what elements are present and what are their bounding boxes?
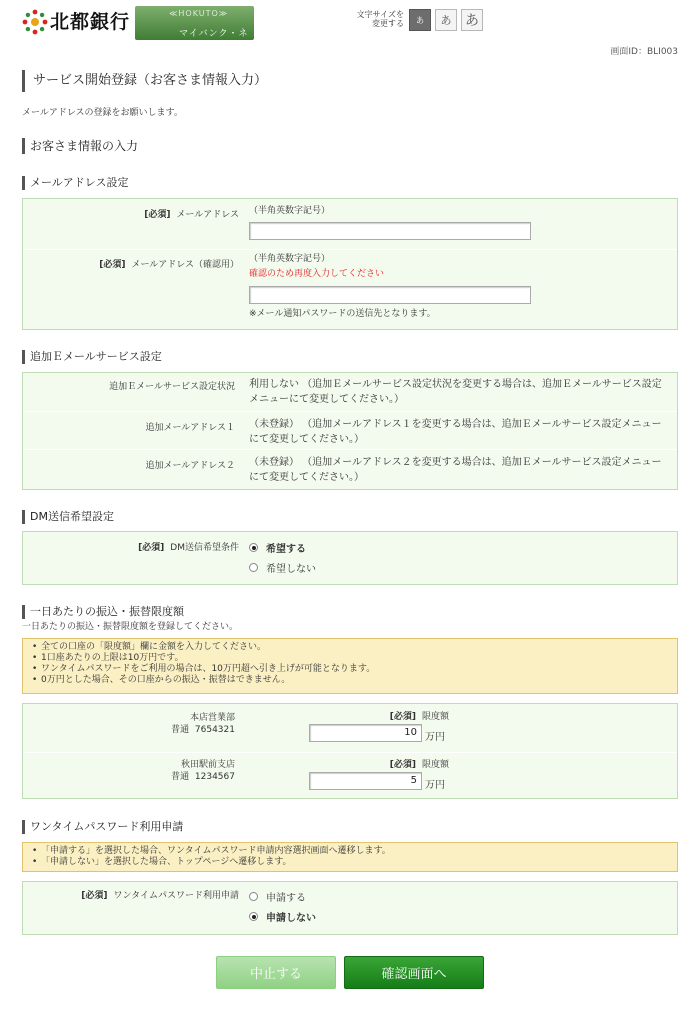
bank-name: 北都銀行	[50, 11, 131, 33]
extra-email-address2-label: 追加メールアドレス２	[145, 461, 235, 471]
limit-section-heading: 一日あたりの振込・振替限度額	[22, 605, 184, 619]
email-hint: （半角英数字記号）	[249, 206, 331, 216]
otp-label	[23, 888, 239, 901]
required-badge: [必須]	[389, 760, 416, 770]
otp-option-not-apply-label: 申請しない	[266, 913, 316, 924]
dm-box	[22, 531, 678, 585]
account-row	[23, 704, 677, 752]
limit-amount-input[interactable]: 10	[309, 724, 422, 742]
limit-info-item: • ワンタイムパスワードをご利用の場合は、10万円超へ引き上げが可能となります。	[41, 664, 669, 675]
account-row	[23, 752, 677, 800]
account-type-number	[23, 771, 235, 783]
bank-logo[interactable]	[22, 3, 254, 52]
screen-id: 画面ID：BLI003	[610, 47, 678, 57]
account-info	[23, 759, 235, 783]
extra-email-box	[22, 372, 678, 490]
limit-info-item: • 全ての口座の「限度額」欄に金額を入力してください。	[41, 642, 669, 653]
radio-selected-icon[interactable]	[249, 912, 258, 921]
limit-subtitle: 一日あたりの振込・振替限度額を登録してください。	[22, 622, 239, 632]
email-label	[23, 207, 239, 220]
account-type: 普通	[171, 725, 190, 735]
limit-label	[379, 709, 449, 722]
email-row	[23, 199, 677, 249]
required-badge: [必須]	[99, 260, 126, 270]
radio-selected-icon[interactable]	[249, 543, 258, 552]
font-size-label: 文字サイズを変更する	[356, 10, 404, 28]
mybank-net-band	[135, 6, 254, 52]
email-confirm-label	[23, 257, 239, 270]
radio-empty-icon[interactable]	[249, 892, 258, 901]
extra-email-status-label: 追加Ｅメールサービス設定状況	[109, 382, 235, 392]
account-number: 1234567	[194, 772, 235, 782]
email-confirm-row	[23, 249, 677, 331]
limit-info-item: • 1口座あたりの上限は10万円です。	[41, 653, 669, 664]
otp-option-apply-label: 申請する	[266, 893, 306, 904]
extra-email-address1-label: 追加メールアドレス１	[145, 423, 235, 433]
extra-email-status-row	[23, 373, 677, 411]
dm-option-no-label: 希望しない	[266, 564, 316, 575]
page-title: サービス開始登録（お客さま情報入力）	[22, 70, 678, 92]
dm-label	[23, 540, 239, 553]
email-confirm-hint: （半角英数字記号）	[249, 254, 331, 264]
limit-label	[379, 757, 449, 770]
extra-email-address1-value: （未登録） （追加メールアドレス１を変更する場合は、追加Ｅメールサービス設定メニューにて変更してください。）	[249, 419, 662, 445]
otp-option-apply[interactable]	[249, 889, 306, 904]
email-label-text: メールアドレス	[176, 210, 239, 220]
limit-box	[22, 703, 678, 799]
hokuto-logo-icon	[22, 9, 48, 35]
dm-option-no[interactable]	[249, 560, 316, 575]
required-badge: [必須]	[138, 543, 165, 553]
account-branch: 秋田駅前支店	[180, 760, 235, 770]
cancel-button[interactable]: 中止する	[216, 956, 336, 989]
email-input[interactable]	[249, 222, 531, 240]
limit-label-text: 限度額	[421, 760, 449, 770]
dm-label-text: DM送信希望条件	[170, 543, 239, 553]
page-intro: メールアドレスの登録をお願いします。	[22, 108, 183, 118]
dm-option-yes-label: 希望する	[266, 544, 306, 555]
otp-option-not-apply[interactable]	[249, 909, 316, 924]
email-section-heading: メールアドレス設定	[22, 176, 128, 190]
email-confirm-input[interactable]	[249, 286, 531, 304]
radio-empty-icon[interactable]	[249, 563, 258, 572]
required-badge: [必須]	[81, 891, 108, 901]
extra-email-address2-value: （未登録） （追加メールアドレス２を変更する場合は、追加Ｅメールサービス設定メニューにて変更してください。）	[249, 457, 662, 483]
font-size-medium-button[interactable]: あ	[435, 9, 457, 31]
email-confirm-warning: 確認のため再度入力してください	[249, 269, 385, 279]
otp-section-heading: ワンタイムパスワード利用申請	[22, 820, 183, 834]
limit-unit: 万円	[425, 780, 445, 791]
account-type-number	[23, 724, 235, 736]
otp-box	[22, 881, 678, 935]
extra-email-address2-row	[23, 449, 677, 491]
mybank-net-text: マイバンク・ネット	[179, 29, 249, 52]
limit-info-item: • 0万円とした場合、その口座からの振込・振替はできません。	[41, 675, 669, 686]
email-confirm-label-text: メールアドレス（確認用）	[131, 260, 239, 270]
email-note: ※メール通知パスワードの送信先となります。	[249, 309, 436, 319]
limit-amount-input[interactable]: 5	[309, 772, 422, 790]
extra-email-status-value: 利用しない （追加Ｅメールサービス設定状況を変更する場合は、追加Ｅメールサービス設定メニューにて変更してください。）	[249, 379, 662, 405]
font-size-large-button[interactable]: あ	[461, 9, 483, 31]
section-customer-info: お客さま情報の入力	[22, 138, 138, 154]
account-branch: 本店営業部	[189, 713, 235, 723]
dm-section-heading: DM送信希望設定	[22, 510, 114, 524]
account-info	[23, 712, 235, 736]
account-number: 7654321	[194, 725, 235, 735]
required-badge: [必須]	[389, 712, 416, 722]
limit-info-box	[22, 638, 678, 694]
required-badge: [必須]	[144, 210, 171, 220]
hokuto-text: ≪HOKUTO≫	[169, 9, 229, 18]
limit-label-text: 限度額	[421, 712, 449, 722]
dm-option-yes[interactable]	[249, 540, 306, 555]
extra-email-section-heading: 追加Ｅメールサービス設定	[22, 350, 162, 364]
extra-email-address1-row	[23, 411, 677, 449]
otp-info-box	[22, 842, 678, 872]
otp-info-item: • 「申請する」を選択した場合、ワンタイムパスワード申請内容選択画面へ遷移します。	[41, 846, 669, 857]
account-type: 普通	[171, 772, 190, 782]
otp-info-item: • 「申請しない」を選択した場合、トップページへ遷移します。	[41, 857, 669, 868]
font-size-small-button[interactable]: あ	[409, 9, 431, 31]
otp-label-text: ワンタイムパスワード利用申請	[113, 891, 239, 901]
limit-unit: 万円	[425, 732, 445, 743]
email-form-box	[22, 198, 678, 330]
confirm-screen-button[interactable]: 確認画面へ	[344, 956, 484, 989]
